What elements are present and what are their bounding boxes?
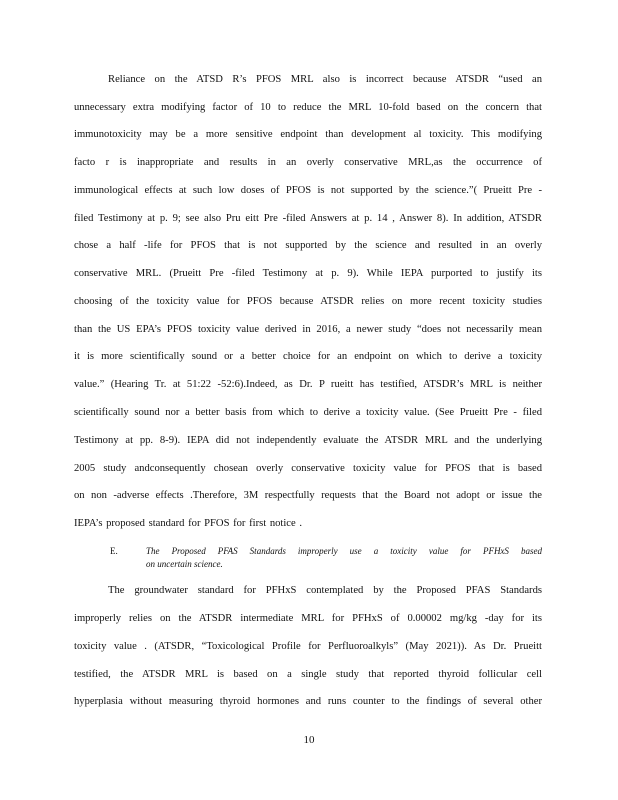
paragraph-1-line-16: on non -adverse effects .Therefore, 3M respectfully requests that the Board not adopt or issue the <box>74 490 542 501</box>
paragraph-1-line-5: immunological effects at such low doses of PFOS is not supported by the science.”( Prueitt Pre - <box>74 185 542 196</box>
section-heading-line-2: on uncertain science. <box>146 559 223 569</box>
section-heading-letter: E. <box>110 546 118 556</box>
paragraph-1-line-6: filed Testimony at p. 9; see also Pru eitt Pre -filed Answers at p. 14 , Answer 8). In addition, ATSDR <box>74 213 542 224</box>
paragraph-2-line-3: toxicity value . (ATSDR, “Toxicological Profile for Perfluoroalkyls” (May 2021)). As Dr. Prueitt <box>74 641 542 652</box>
paragraph-1-line-14: Testimony at pp. 8-9). IEPA did not independently evaluate the ATSDR MRL and the underlying <box>74 435 542 446</box>
paragraph-1-line-11: it is more scientifically sound or a better choice for an endpoint on which to derive a toxicity <box>74 351 542 362</box>
paragraph-1-line-12: value.” (Hearing Tr. at 51:22 -52:6).Indeed, as Dr. P rueitt has testified, ATSDR’s MRL is neither <box>74 379 542 390</box>
paragraph-2-line-2: improperly relies on the ATSDR intermediate MRL for PFHxS of 0.00002 mg/kg -day for its <box>74 613 542 624</box>
section-heading-line-1: The Proposed PFAS Standards improperly use a toxicity value for PFHxS based <box>146 546 542 556</box>
paragraph-2-line-4: testified, the ATSDR MRL is based on a single study that reported thyroid follicular cell <box>74 669 542 680</box>
paragraph-1-line-7: chose a half -life for PFOS that is not supported by the science and resulted in an overly <box>74 240 542 251</box>
paragraph-1-line-17: IEPA’s proposed standard for PFOS for first notice . <box>74 518 302 529</box>
paragraph-1-line-2: unnecessary extra modifying factor of 10 to reduce the MRL 10-fold based on the concern that <box>74 102 542 113</box>
paragraph-2-line-1: The groundwater standard for PFHxS contemplated by the Proposed PFAS Standards <box>108 585 542 596</box>
paragraph-1-line-4: facto r is inappropriate and results in an overly conservative MRL,as the occurrence of <box>74 157 542 168</box>
paragraph-1-line-8: conservative MRL. (Prueitt Pre -filed Testimony at p. 9). While IEPA purported to justify its <box>74 268 542 279</box>
paragraph-1-line-15: 2005 study andconsequently chosean overly conservative toxicity value for PFOS that is based <box>74 463 542 474</box>
page-number: 10 <box>303 734 315 746</box>
paragraph-1-line-1: Reliance on the ATSD R’s PFOS MRL also is incorrect because ATSDR “used an <box>108 74 542 85</box>
paragraph-1-line-13: scientifically sound nor a better basis from which to derive a toxicity value. (See Prueitt Pre - filed <box>74 407 542 418</box>
paragraph-1-line-10: than the US EPA’s PFOS toxicity value derived in 2016, a newer study “does not necessarily mean <box>74 324 542 335</box>
paragraph-1-line-9: choosing of the toxicity value for PFOS because ATSDR relies on more recent toxicity studies <box>74 296 542 307</box>
paragraph-2-line-5: hyperplasia without measuring thyroid hormones and runs counter to the findings of several other <box>74 696 542 707</box>
paragraph-1-line-3: immunotoxicity may be a more sensitive endpoint than development al toxicity. This modifying <box>74 129 542 140</box>
